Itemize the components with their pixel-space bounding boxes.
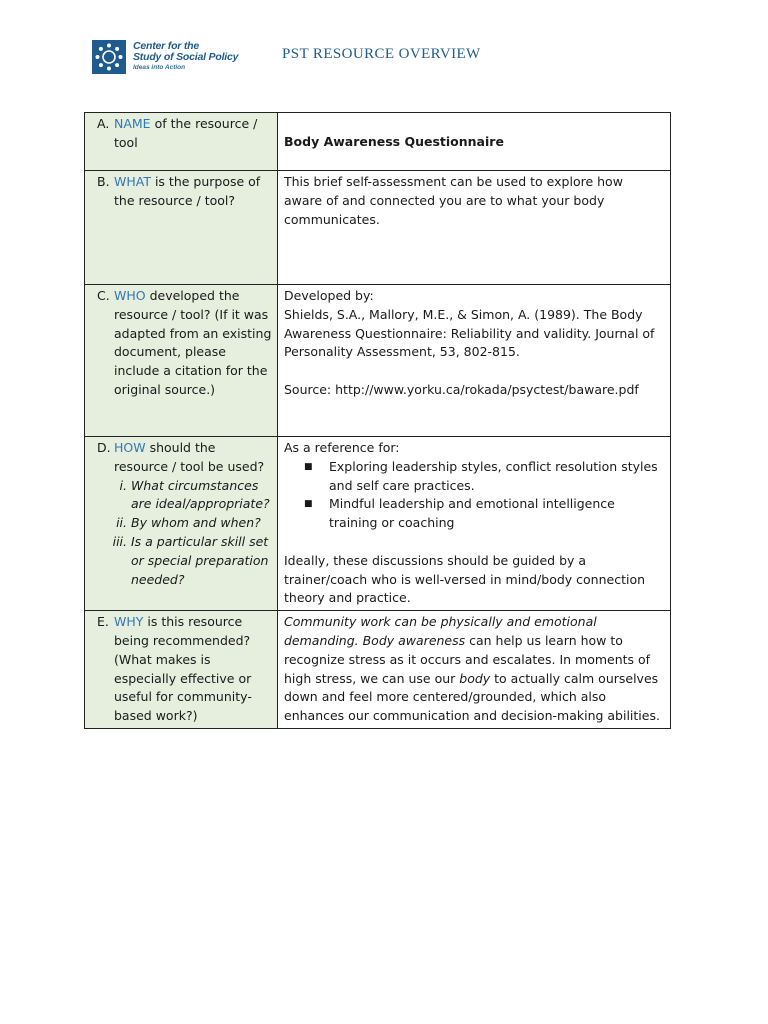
logo-wordmark [133, 41, 238, 71]
row-letter: B. [97, 174, 110, 189]
question-keyword: HOW [114, 440, 146, 455]
list-item: ■ Exploring leadership styles, conflict resolution styles and self care practices. [284, 458, 664, 496]
question-text: is this resource being recommended? (What makes is especially effective or useful for community-based work?) [114, 614, 252, 724]
table-row-why [85, 611, 671, 729]
question-text: developed the resource / tool? (If it was adapted from an existing document, please include a citation for the original source.) [114, 288, 272, 397]
question-cell-how [85, 437, 278, 611]
logo-line-2: Study of Social Policy [133, 51, 239, 63]
source-url: Source: http://www.yorku.ca/rokada/psyctest/baware.pdf [284, 381, 639, 397]
organization-logo [92, 40, 272, 80]
list-item: ■ Mindful leadership and emotional intelligence training or coaching [284, 495, 664, 533]
bullet-square-icon: ■ [304, 499, 313, 510]
answer-cell-name [278, 113, 671, 171]
citation-text: Shields, S.A., Mallory, M.E., & Simon, A. (1989). The Body Awareness Questionnaire: Reliability and validity. Journal of Personality Assessment, 53, 802-815. [284, 306, 655, 360]
guidance-text: Ideally, these discussions should be guided by a trainer/coach who is well-versed in mind/body connection theory and practice. [284, 552, 646, 606]
question-keyword: WHY [114, 614, 144, 630]
question-cell-name [85, 113, 278, 171]
sunburst-logo-icon [92, 40, 126, 74]
question-keyword: WHAT [114, 174, 151, 189]
answer-cell-what [278, 171, 671, 285]
developed-by-label: Developed by: [284, 288, 374, 303]
resource-overview-table [84, 112, 671, 729]
answer-cell-how [278, 437, 671, 611]
purpose-text: This brief self-assessment can be used to explore how aware of and connected you are to what your body communicates. [284, 174, 623, 227]
question-text: is the purpose of the resource / tool? [114, 174, 261, 208]
question-cell-what [85, 171, 278, 285]
document-title: PST RESOURCE OVERVIEW [282, 46, 481, 62]
logo-tagline: Ideas into Action [133, 64, 186, 71]
logo-line-1: Center for the [133, 40, 200, 52]
sub-question: ii. By whom and when? [116, 515, 261, 531]
row-letter: C. [97, 288, 110, 303]
table-row-name [85, 113, 671, 171]
row-letter: A. [97, 116, 110, 131]
resource-name: Body Awareness Questionnaire [284, 134, 504, 149]
row-letter: E. [97, 614, 109, 630]
reference-intro: As a reference for: [284, 440, 400, 455]
table-row-who [85, 285, 671, 437]
table-row-what [85, 171, 671, 285]
sub-question: iii. Is a particular skill set or special preparation needed? [112, 533, 269, 587]
recommendation-text: Community work can be physically and emotional demanding. Body awareness can help us learn how to recognize stress as it occurs and escalates. In moments of high stress, we can use our body to actually calm ourselves down and feel more centered/grounded, which also enhances our communication and decision-making abilities. [284, 614, 660, 724]
question-text: should the resource / tool be used? [114, 440, 265, 474]
question-keyword: NAME [114, 116, 151, 131]
page-header [92, 40, 692, 80]
question-text: of the resource / tool [114, 116, 258, 150]
table-row-how [85, 437, 671, 611]
bullet-square-icon: ■ [304, 461, 313, 472]
question-keyword: WHO [114, 288, 146, 303]
question-cell-why [85, 611, 278, 729]
answer-cell-why [278, 611, 671, 729]
row-letter: D. [97, 440, 111, 455]
question-cell-who [85, 285, 278, 437]
sub-question: i. What circumstances are ideal/appropriate? [119, 477, 270, 512]
answer-cell-who [278, 285, 671, 437]
